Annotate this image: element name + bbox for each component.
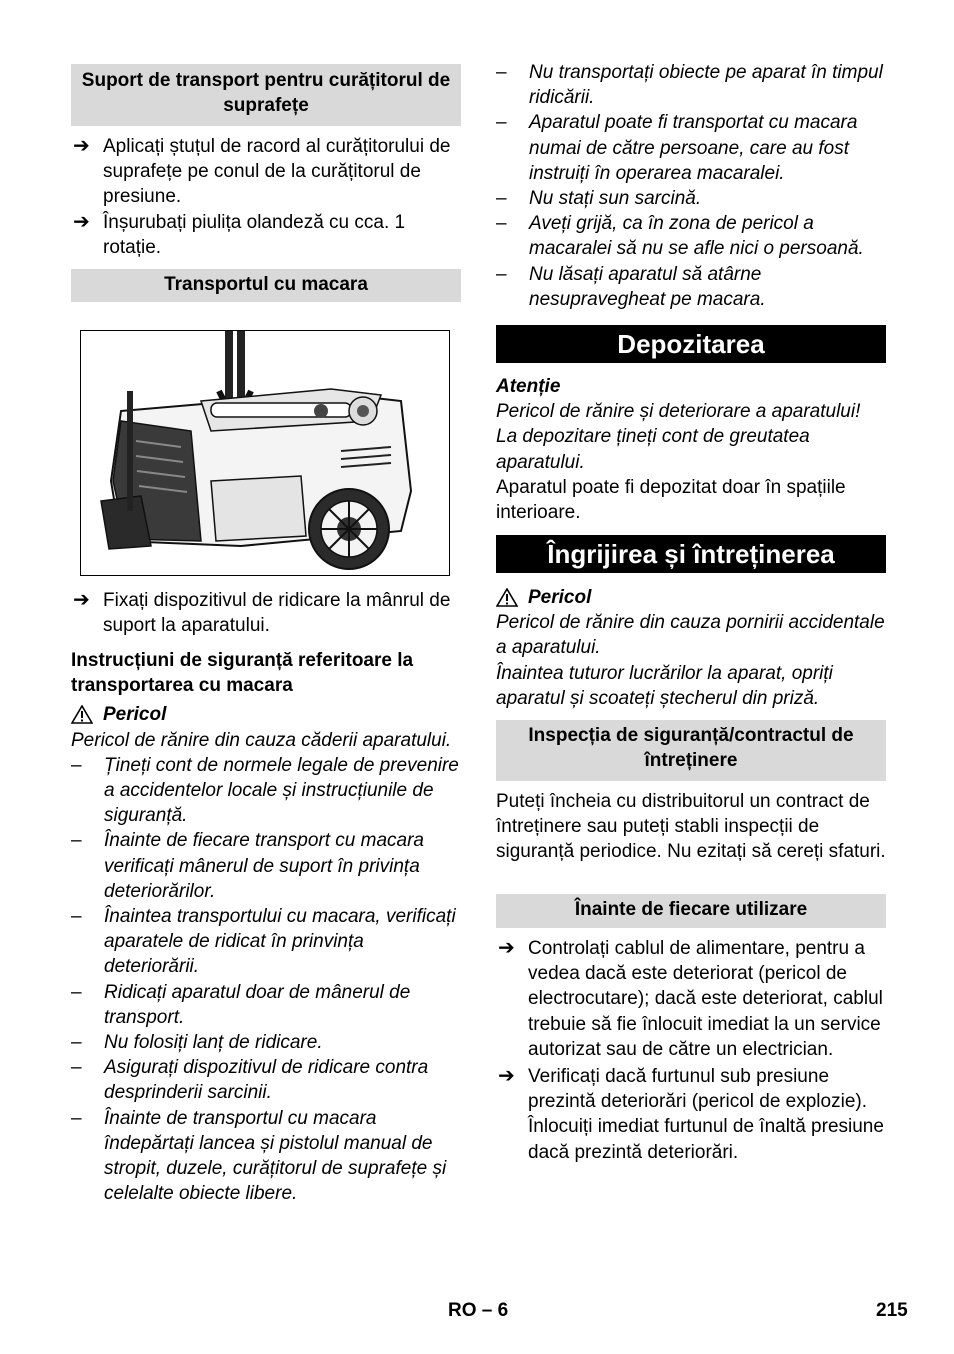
danger-heading: Pericol — [496, 585, 886, 610]
page-number: 215 — [876, 1300, 908, 1321]
list-item: ➔ Controlați cablul de alimentare, pentru a vedea dacă este deteriorat (pericol de electrocutare); dacă este deteriorat, cablul trebuie să fie înlocuit imediat la un service autorizat sau de către un electrician. — [498, 937, 883, 1060]
danger-text: Pericol de rănire din cauza căderii aparatului. — [71, 729, 452, 751]
crane-items-cont — [496, 60, 886, 312]
inspection-text: Puteți încheia cu distribuitorul un contract de întreținere sau puteți stabli inspecții de siguranță periodice. Nu ezitați să cereți sfaturi. — [496, 791, 886, 863]
heading-crane: Transportul cu macara — [71, 269, 461, 302]
storage-section — [496, 374, 886, 525]
crane-illustration — [80, 330, 450, 576]
arrow-right-icon: ➔ — [73, 589, 90, 611]
safety-title: Instrucțiuni de siguranță referitoare la transportarea cu macara — [71, 650, 414, 697]
warning-triangle-icon — [496, 588, 518, 607]
pressure-washer-illustration — [81, 331, 449, 575]
list-item: – Nu folosiți lanț de ridicare. — [71, 1032, 323, 1054]
attention-label: Atenție — [496, 376, 561, 397]
list-item: – Aveți grijă, ca în zona de pericol a macaralei să nu se afle nici o persoană. — [496, 213, 864, 260]
storage-text: Aparatul poate fi depozitat doar în spațiile interioare. — [496, 476, 846, 524]
arrow-right-icon: ➔ — [498, 1065, 515, 1088]
warning-triangle-icon — [71, 705, 93, 724]
list-item: – Nu transportați obiecte pe aparat în timpul ridicării. — [496, 62, 883, 109]
arrow-right-icon: ➔ — [73, 210, 90, 233]
list-item: – Ridicați aparatul doar de mânerul de transport. — [71, 981, 411, 1028]
care-danger — [496, 585, 886, 711]
footer-section-code: RO – 6 — [448, 1300, 509, 1321]
danger-heading: Pericol — [71, 702, 461, 727]
heading-care: Îngrijirea și întreținerea — [496, 535, 886, 573]
list-item: – Înaintea transportului cu macara, verificați aparatele de ridicat în prinvința deteriorării. — [71, 906, 456, 978]
list-item: – Înainte de transportul cu macara îndepărtați lancea și pistolul manual de stropit, duzele, curățitorul de suprafețe și celelalte obiecte libere. — [71, 1107, 447, 1205]
heading-inspection: Inspecția de siguranță/contractul de întreținere — [496, 720, 886, 781]
list-item: – Nu lăsați aparatul să atârne nesupravegheat pe macara. — [496, 263, 766, 310]
list-item: – Aparatul poate fi transportat cu macara numai de către persoane, care au fost instruiți în operarea macaralei. — [496, 112, 858, 184]
heading-before-use: Înainte de fiecare utilizare — [496, 894, 886, 928]
list-item: – Nu stați sun sarcină. — [496, 188, 702, 210]
list-item: ➔ Verificați dacă furtunul sub presiune prezintă deteriorări (pericol de explozie). — [498, 1065, 867, 1113]
danger-text-2: Înaintea tuturor lucrărilor la aparat, opriți aparatul și scoateți ștecherul din priză. — [496, 662, 833, 709]
support-steps — [71, 134, 461, 260]
crane-step — [71, 588, 461, 638]
attention-text: Pericol de rănire și deteriorare a aparatului! La depozitare țineți cont de greutatea aparatului. — [496, 401, 861, 473]
safety-section — [71, 648, 461, 1206]
heading-support: Suport de transport pentru curățitorul de suprafețe — [71, 64, 461, 126]
arrow-right-icon: ➔ — [498, 937, 515, 959]
heading-storage: Depozitarea — [496, 325, 886, 363]
list-item: – Înainte de fiecare transport cu macara verificați mânerul de suport în privința deteriorărilor. — [71, 830, 425, 902]
list-item: – Țineți cont de normele legale de prevenire a accidentelor locale și instrucțiunile de siguranță. — [71, 754, 459, 827]
list-item: ➔ Aplicați ștuțul de racord al curățitorului de suprafețe pe conul de la curățitorul de presiune. — [73, 135, 451, 208]
list-item: ➔ Înșurubați piulița olandeză cu cca. 1 rotație. — [73, 210, 406, 258]
arrow-right-icon: ➔ — [73, 135, 90, 157]
check-steps — [496, 936, 886, 1165]
list-item: – Asigurați dispozitivul de ridicare contra desprinderii sarcinii. — [71, 1057, 429, 1104]
hose-replace-text: Înlocuiți imediat furtunul de înaltă presiune dacă prezintă deteriorări. — [528, 1116, 884, 1163]
list-item: ➔ Fixați dispozitivul de ridicare la mânrul de suport la aparatului. — [73, 589, 451, 637]
danger-text-1: Pericol de rănire din cauza pornirii accidentale a aparatului. — [496, 612, 885, 659]
